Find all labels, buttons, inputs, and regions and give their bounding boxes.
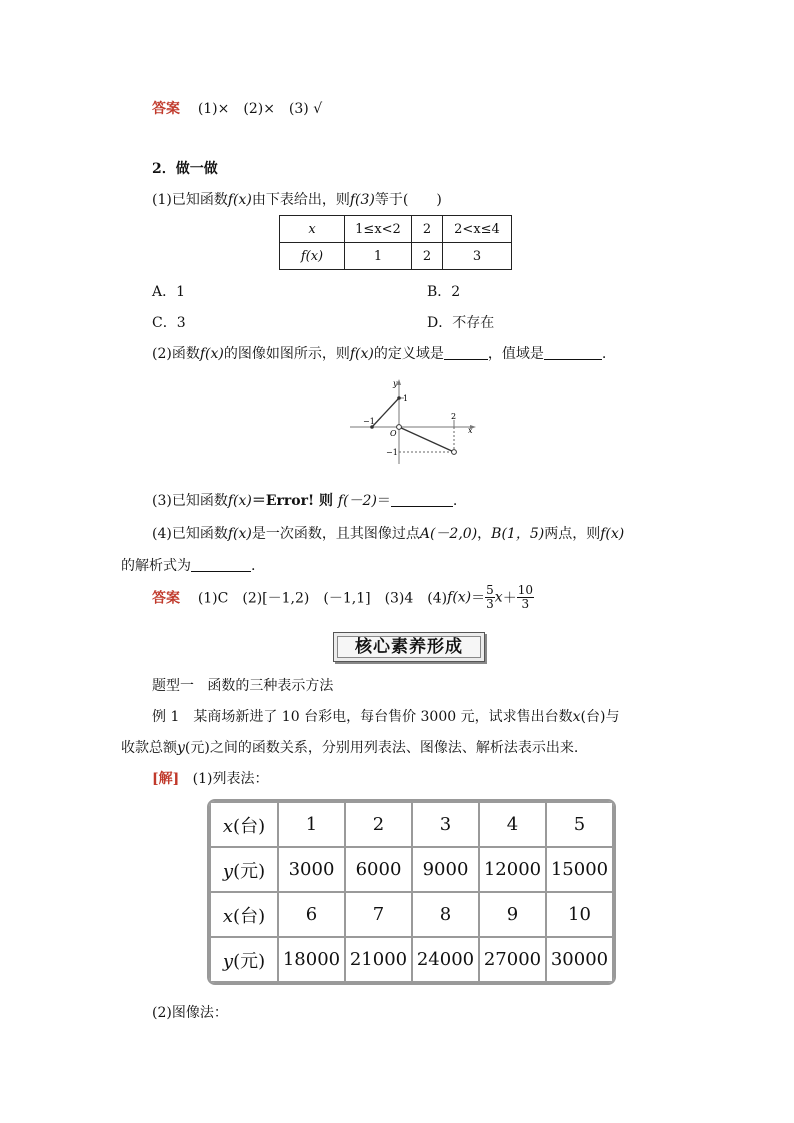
table-header: 2 bbox=[412, 216, 443, 243]
question-1-stem: (1)已知函数f(x)由下表给出，则f(3)等于( ) bbox=[152, 192, 442, 208]
question-2-stem: (2)函数f(x)的图像如图所示，则f(x)的定义域是 ，值域是 . bbox=[152, 346, 607, 362]
table-cell: 21000 bbox=[345, 937, 412, 982]
question-3: (3)已知函数f(x)＝Error! 则 f(－2)＝ . bbox=[152, 493, 458, 509]
table-header: x bbox=[280, 216, 345, 243]
blank bbox=[444, 345, 488, 360]
table-cell: 7 bbox=[345, 892, 412, 937]
option-b: B．2 bbox=[427, 284, 461, 300]
option-d: D．不存在 bbox=[427, 315, 495, 331]
fraction-5-3: $\frac{5}{3}$ bbox=[486, 583, 494, 611]
table-header: 1≤x<2 bbox=[345, 216, 412, 243]
blank bbox=[391, 492, 453, 507]
table-cell: 3 bbox=[443, 243, 512, 270]
blank bbox=[191, 557, 251, 572]
point-closed-top bbox=[397, 396, 401, 400]
table-cell: 6000 bbox=[345, 847, 412, 892]
table-header: 2<x≤4 bbox=[443, 216, 512, 243]
row-label-y: y(元) bbox=[210, 937, 278, 982]
function-graph bbox=[348, 376, 480, 466]
graph-segment-left bbox=[372, 398, 399, 427]
section-banner bbox=[333, 632, 485, 662]
row-label-x: x(台) bbox=[210, 802, 278, 847]
table-cell: 3000 bbox=[278, 847, 345, 892]
table-cell: 3 bbox=[412, 802, 479, 847]
table-cell: 6 bbox=[278, 892, 345, 937]
x-label: x bbox=[468, 426, 473, 435]
y-axis-arrow bbox=[397, 379, 401, 385]
section-title: 2．做一做 bbox=[152, 161, 218, 177]
table-cell: 9000 bbox=[412, 847, 479, 892]
question-4-line-1: (4)已知函数f(x)是一次函数，且其图像过点A(－2,0)，B(1，5)两点，则f(x) bbox=[152, 526, 625, 542]
row-label-y: y(元) bbox=[210, 847, 278, 892]
table-cell: 9 bbox=[479, 892, 546, 937]
table-cell: 2 bbox=[345, 802, 412, 847]
tick-label-1: 1 bbox=[403, 394, 409, 403]
example-1-line-1: 例 1 某商场新进了 10 台彩电，每台售价 3000 元，试求售出台数x(台)与 bbox=[152, 709, 620, 725]
table-cell: 24000 bbox=[412, 937, 479, 982]
option-c: C．3 bbox=[152, 315, 186, 331]
table-row bbox=[210, 847, 613, 892]
graph-segment-right bbox=[399, 427, 454, 452]
solution-line: [解] (1)列表法： bbox=[152, 771, 269, 787]
fraction-10-3: $\frac{10}{3}$ bbox=[517, 583, 533, 611]
solution-label: [解] bbox=[152, 771, 180, 787]
blank bbox=[544, 345, 602, 360]
question-4-line-2: 的解析式为 . bbox=[121, 558, 256, 574]
option-a: A．1 bbox=[152, 284, 186, 300]
table-cell: 1 bbox=[345, 243, 412, 270]
table-cell: 10 bbox=[546, 892, 613, 937]
solution-part-2: (2)图像法： bbox=[152, 1005, 228, 1021]
table-cell: 8 bbox=[412, 892, 479, 937]
point-open-right bbox=[452, 450, 457, 455]
tick-label-neg1-y: −1 bbox=[386, 448, 398, 457]
answer-text: (1)× (2)× (3) √ bbox=[197, 101, 323, 117]
row-label-x: x(台) bbox=[210, 892, 278, 937]
table-cell: 5 bbox=[546, 802, 613, 847]
answer-label: 答案 bbox=[152, 590, 180, 607]
table-cell: 12000 bbox=[479, 847, 546, 892]
type-heading: 题型一 函数的三种表示方法 bbox=[152, 678, 334, 694]
table-cell: 18000 bbox=[278, 937, 345, 982]
table-cell: 30000 bbox=[546, 937, 613, 982]
sales-table bbox=[209, 801, 614, 983]
tick-label-2: 2 bbox=[451, 412, 457, 421]
table-row-label: f(x) bbox=[280, 243, 345, 270]
table-row bbox=[210, 937, 613, 982]
y-label: y bbox=[393, 379, 398, 388]
function-table bbox=[279, 215, 512, 270]
answer-line-2: 答案 (1)C (2)[－1,2) (－1,1] (3)4 (4)f(x)＝ $\frac{5}{3}$ x＋ $\frac{10}{3}$ bbox=[152, 583, 533, 611]
origin-label: O bbox=[390, 429, 397, 438]
banner-text: 核心素养形成 bbox=[337, 636, 481, 658]
table-cell: 15000 bbox=[546, 847, 613, 892]
tick-label-neg1-x: −1 bbox=[363, 417, 375, 426]
table-cell: 1 bbox=[278, 802, 345, 847]
table-row bbox=[210, 892, 613, 937]
example-1-line-2: 收款总额y(元)之间的函数关系，分别用列表法、图像法、解析法表示出来. bbox=[121, 740, 579, 756]
table-cell: 27000 bbox=[479, 937, 546, 982]
table-cell: 4 bbox=[479, 802, 546, 847]
answer-line-1 bbox=[152, 98, 322, 118]
point-open-origin bbox=[397, 425, 402, 430]
table-cell: 2 bbox=[412, 243, 443, 270]
answer-label: 答案 bbox=[152, 101, 180, 117]
table-row bbox=[210, 802, 613, 847]
